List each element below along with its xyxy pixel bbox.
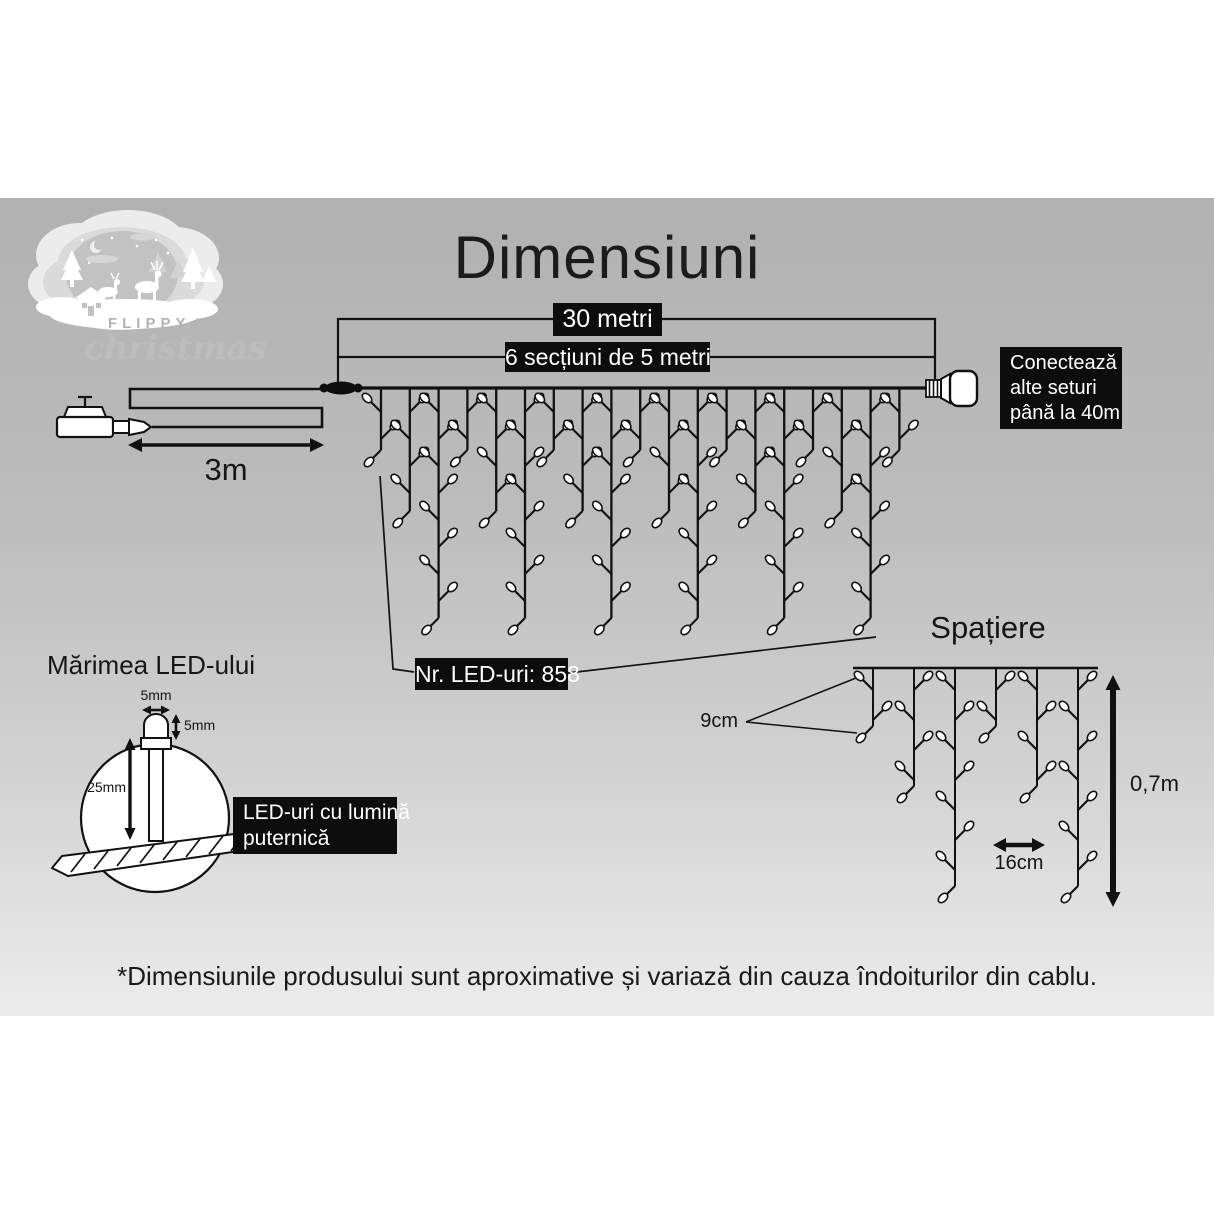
label-16cm: 16cm xyxy=(994,852,1044,874)
bulb-twig xyxy=(1026,739,1037,750)
bulb-twig xyxy=(600,509,611,520)
bulb-twig xyxy=(572,482,583,493)
bulb-twig xyxy=(687,482,698,493)
bulb-twig xyxy=(698,563,709,574)
bulb-twig xyxy=(485,401,496,412)
bulb-twig xyxy=(658,401,669,412)
footnote: *Dimensiunile produsului sunt aproximative și variază din cauza îndoiturilor din cablu. xyxy=(117,961,1097,991)
bulb-twig xyxy=(496,482,507,493)
bulb-twig xyxy=(955,829,966,840)
label-5mm-width: 5mm xyxy=(140,687,172,703)
bulb-twig xyxy=(1037,709,1048,720)
led-size-detail xyxy=(52,706,253,893)
bulb-twig xyxy=(698,401,709,412)
connect-note-line: Conectează xyxy=(1010,352,1117,374)
bulb-twig xyxy=(428,563,439,574)
bulb-twig xyxy=(773,455,784,466)
bulb-twig xyxy=(914,679,925,690)
spacing-light-curtain xyxy=(852,668,1098,905)
bulb-twig xyxy=(1067,709,1078,720)
bulb-twig xyxy=(871,563,882,574)
bulb-twig xyxy=(860,536,871,547)
bulb-twig xyxy=(871,455,882,466)
connect-note-box xyxy=(1000,347,1122,429)
bulb-twig xyxy=(727,428,738,439)
bulb-twig xyxy=(611,536,622,547)
label-30-metri: 30 metri xyxy=(553,303,662,336)
bulb-twig xyxy=(381,428,392,439)
bulb-twig xyxy=(439,428,450,439)
led-collar xyxy=(141,738,171,749)
bulb-twig xyxy=(755,455,766,466)
bulb-twig xyxy=(744,482,755,493)
bulb-twig xyxy=(525,563,536,574)
bulb-twig xyxy=(955,769,966,780)
arrow-5mm-height xyxy=(172,714,181,740)
bulb-twig xyxy=(583,455,594,466)
bulb-twig xyxy=(1037,769,1048,780)
bulb-twig xyxy=(1078,679,1089,690)
label-5mm-height: 5mm xyxy=(184,717,216,733)
led-note-line: LED-uri cu lumină xyxy=(243,801,410,824)
power-plug-icon xyxy=(57,396,151,437)
bulb-twig xyxy=(410,401,421,412)
bulb-twig xyxy=(600,455,611,466)
label-25mm: 25mm xyxy=(87,779,126,795)
bulb-twig xyxy=(600,563,611,574)
bulb-twig xyxy=(514,590,525,601)
bulb-twig xyxy=(640,401,651,412)
lead-cable xyxy=(130,389,326,427)
arrow-0-7m xyxy=(1106,675,1121,907)
bulb-twig xyxy=(899,428,910,439)
bulb-twig xyxy=(831,455,842,466)
main-light-curtain xyxy=(360,388,919,637)
led-stem xyxy=(149,749,163,841)
page-title: Dimensiuni xyxy=(453,224,761,291)
bulb-twig xyxy=(773,563,784,574)
logo-brand-text: FLIPPY. xyxy=(107,315,198,332)
connect-note-line: până la 40m xyxy=(1010,402,1121,424)
bulb-twig xyxy=(842,482,853,493)
bulb-twig xyxy=(687,590,698,601)
bulb-twig xyxy=(410,455,421,466)
connect-note-line: alte seturi xyxy=(1010,377,1097,399)
bulb-twig xyxy=(860,428,871,439)
bulb-twig xyxy=(514,428,525,439)
bulb-twig xyxy=(871,509,882,520)
bulb-twig xyxy=(525,401,536,412)
bulb-twig xyxy=(439,590,450,601)
bulb-twig xyxy=(1067,769,1078,780)
bulb-twig xyxy=(687,428,698,439)
bulb-twig xyxy=(903,709,914,720)
bulb-twig xyxy=(485,455,496,466)
label-9cm: 9cm xyxy=(700,710,738,732)
bulb-twig xyxy=(525,455,536,466)
bulb-twig xyxy=(842,428,853,439)
arrow-16cm xyxy=(993,838,1045,852)
bulb-twig xyxy=(860,590,871,601)
bulb-twig xyxy=(669,482,680,493)
bulb-twig xyxy=(784,482,795,493)
logo-script-text: christmas xyxy=(84,328,267,367)
bulb-twig xyxy=(744,428,755,439)
bulb-twig xyxy=(873,709,884,720)
spacing-title: Spațiere xyxy=(930,610,1046,645)
bulb-twig xyxy=(629,428,640,439)
bulb-twig xyxy=(784,590,795,601)
bulb-twig xyxy=(862,679,873,690)
bulb-twig xyxy=(813,401,824,412)
bulb-twig xyxy=(944,739,955,750)
bulb-twig xyxy=(611,590,622,601)
bulb-twig xyxy=(773,509,784,520)
bulb-twig xyxy=(784,428,795,439)
bulb-twig xyxy=(456,428,467,439)
bulb-twig xyxy=(399,428,410,439)
bulb-twig xyxy=(903,769,914,780)
label-0-7m: 0,7m xyxy=(1130,771,1179,796)
bulb-twig xyxy=(439,536,450,547)
bulb-twig xyxy=(428,455,439,466)
bulb-twig xyxy=(716,401,727,412)
bulb-twig xyxy=(496,428,507,439)
bulb-twig xyxy=(611,428,622,439)
led-size-title: Mărimea LED-ului xyxy=(47,650,256,680)
bulb-twig xyxy=(831,401,842,412)
bulb-twig xyxy=(944,859,955,870)
bulb-twig xyxy=(1078,799,1089,810)
bulb-twig xyxy=(467,401,478,412)
led-count-pointer-lines xyxy=(380,476,876,673)
end-connector-icon xyxy=(926,371,977,406)
bulb-twig xyxy=(944,799,955,810)
bulb-twig xyxy=(860,482,871,493)
led-count-box: Nr. LED-uri: 858 xyxy=(415,658,568,690)
bulb-twig xyxy=(583,401,594,412)
bulb-twig xyxy=(658,455,669,466)
bulb-twig xyxy=(755,401,766,412)
led-note-line: puternică xyxy=(243,827,330,850)
label-3m: 3m xyxy=(204,452,248,487)
bulb-twig xyxy=(428,401,439,412)
bulb-twig xyxy=(399,482,410,493)
bulb-twig xyxy=(784,536,795,547)
bulb-twig xyxy=(888,401,899,412)
bulb-twig xyxy=(572,428,583,439)
label-6-sections: 6 secțiuni de 5 metri xyxy=(505,344,711,370)
bulb-twig xyxy=(514,536,525,547)
led-dome xyxy=(144,714,168,738)
bulb-twig xyxy=(871,401,882,412)
bulb-twig xyxy=(955,709,966,720)
bulb-twig xyxy=(1026,679,1037,690)
bulb-twig xyxy=(428,509,439,520)
bulb-twig xyxy=(944,679,955,690)
bulb-twig xyxy=(914,739,925,750)
bulb-twig xyxy=(669,428,680,439)
bulb-twig xyxy=(1067,829,1078,840)
arrow-3m xyxy=(128,438,324,452)
bulb-twig xyxy=(698,455,709,466)
bulb-twig xyxy=(439,482,450,493)
bulb-twig xyxy=(985,709,996,720)
bulb-twig xyxy=(996,679,1007,690)
bulb-twig xyxy=(773,401,784,412)
bulb-twig xyxy=(525,509,536,520)
bulb-twig xyxy=(1078,739,1089,750)
bulb-twig xyxy=(687,536,698,547)
bulb-twig xyxy=(802,428,813,439)
bulb-twig xyxy=(554,428,565,439)
bulb-twig xyxy=(1078,859,1089,870)
9cm-pointer-lines xyxy=(746,678,857,733)
led-note-box xyxy=(233,797,410,854)
bulb-twig xyxy=(370,401,381,412)
bulb-twig xyxy=(543,401,554,412)
bulb-twig xyxy=(600,401,611,412)
bulb-twig xyxy=(514,482,525,493)
bulb-twig xyxy=(698,509,709,520)
bulb-twig xyxy=(611,482,622,493)
